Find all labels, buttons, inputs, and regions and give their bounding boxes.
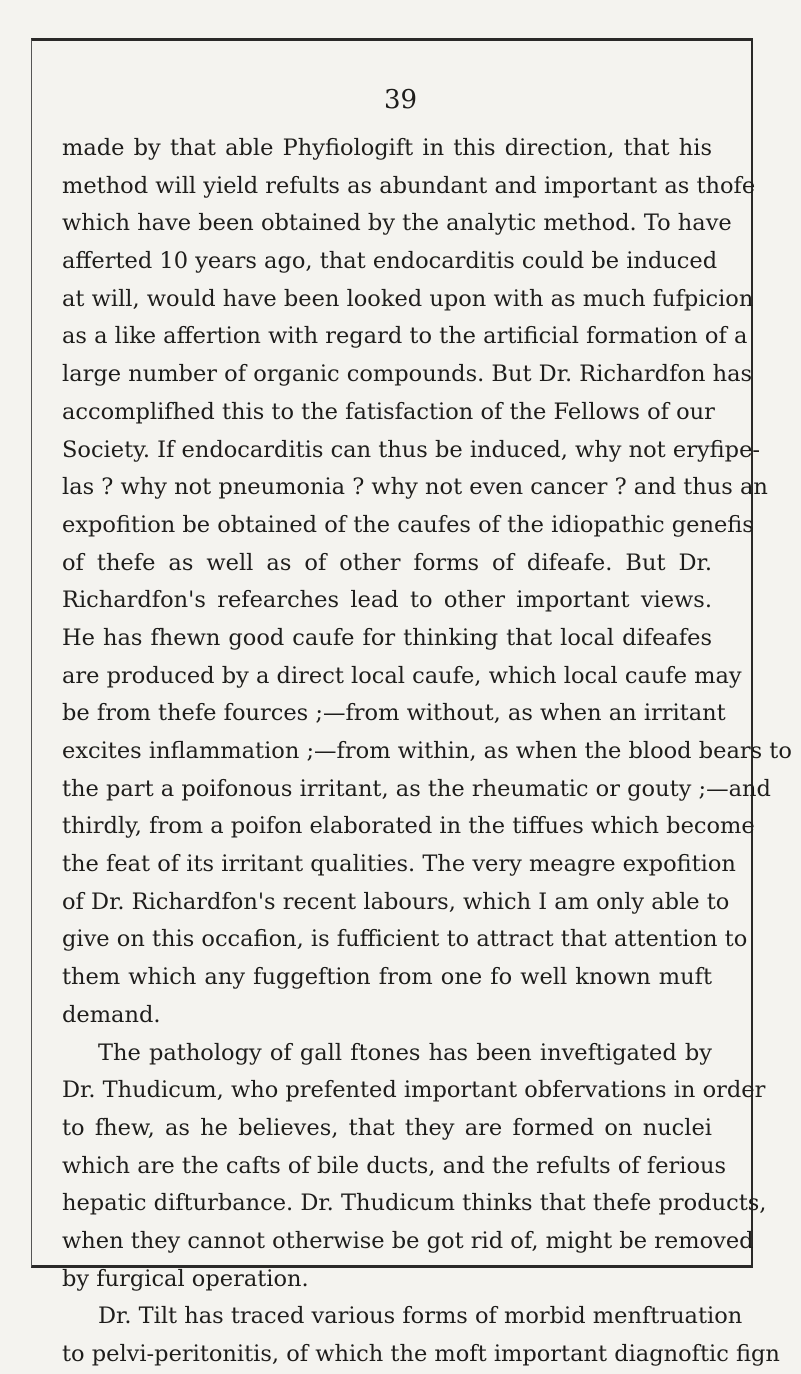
paragraph-start-line: The pathology of gall ftones has been inveftigated by: [98, 1039, 712, 1066]
text-line: made by that able Phyfiologift in this direction, that his: [62, 135, 712, 161]
text-line: large number of organic compounds. But Dr. Richardfon has: [62, 361, 753, 388]
text-line: be from thefe fources ;—from without, as when an irritant: [62, 700, 726, 727]
paragraph-end-line: by furgical operation.: [62, 1265, 309, 1292]
text-line: give on this occafion, is fufficient to attract that attention to: [62, 926, 748, 953]
text-line: excites inflammation ;—from within, as when the blood bears to: [62, 738, 792, 764]
text-line: to fhew, as he believes, that they are formed on nuclei: [62, 1114, 712, 1141]
text-line: accomplifhed this to the fatisfaction of the Fellows of our: [62, 398, 715, 425]
text-line: at will, would have been looked upon with as much fufpicion: [62, 285, 754, 312]
text-line: Dr. Thudicum, who prefented important obfervations in order: [62, 1077, 766, 1104]
text-line: when they cannot otherwise be got rid of, might be removed: [62, 1227, 754, 1254]
text-line: the part a poifonous irritant, as the rheumatic or gouty ;—and: [62, 775, 771, 802]
text-line: as a like affertion with regard to the artificial formation of a: [62, 323, 748, 350]
text-line: afferted 10 years ago, that endocarditis could be induced: [62, 248, 718, 275]
text-line: Society. If endocarditis can thus be induced, why not eryfipe-: [62, 436, 760, 463]
text-line: method will yield refults as abundant and important as thofe: [62, 172, 756, 199]
paragraph-end-line: demand.: [62, 1001, 161, 1028]
text-line: the feat of its irritant qualities. The very meagre expofition: [62, 851, 736, 878]
text-line: He has fhewn good caufe for thinking that local difeafes: [62, 624, 712, 651]
page-number: 39: [383, 85, 418, 115]
text-line: which have been obtained by the analytic method. To have: [62, 210, 732, 237]
text-line: thirdly, from a poifon elaborated in the tiffues which become: [62, 813, 755, 840]
text-line: of thefe as well as of other forms of difeafe. But Dr.: [62, 549, 712, 576]
text-line: expofition be obtained of the caufes of the idiopathic genefis: [62, 511, 754, 538]
text-line: to pelvi-peritonitis, of which the moft important diagnoftic fign: [62, 1341, 780, 1367]
text-line: of Dr. Richardfon's recent labours, which I am only able to: [62, 888, 730, 915]
text-line: are produced by a direct local caufe, which local caufe may: [62, 662, 742, 689]
text-line: hepatic difturbance. Dr. Thudicum thinks that thefe products,: [62, 1190, 767, 1217]
text-line: Richardfon's refearches lead to other important views.: [62, 587, 712, 614]
text-line: them which any fuggeftion from one fo well known muft: [62, 964, 712, 991]
text-line: which are the cafts of bile ducts, and the refults of ferious: [62, 1152, 727, 1179]
paragraph-start-line: Dr. Tilt has traced various forms of morbid menftruation: [98, 1303, 743, 1330]
text-line: las ? why not pneumonia ? why not even cancer ? and thus an: [62, 474, 768, 501]
body-text: [62, 130, 792, 1374]
